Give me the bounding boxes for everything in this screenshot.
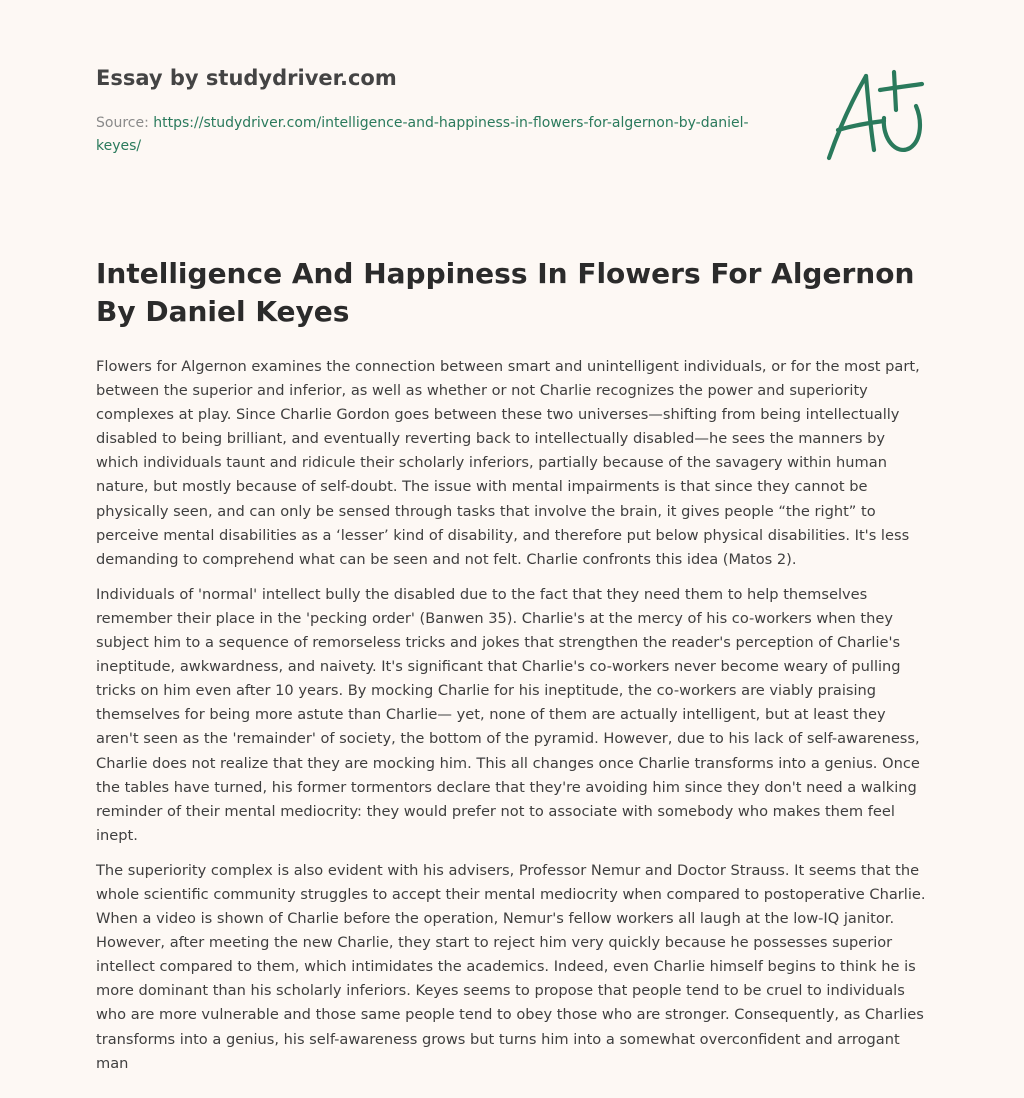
essay-paragraph: Flowers for Algernon examines the connection between smart and unintelligent individuals, or for the most part, between the superior and inferior, as well as whether or not Charlie recognizes the power and superiority complexes at play. Since Charlie Gordon goes between these two universes—shifting from being intellectually disabled to being brilliant, and eventually reverting back to intellectually disabled—he sees the manners by which individuals taunt and ridicule their scholarly inferiors, partially because of the savagery within human nature, but mostly because of self-doubt. The issue with mental impairments is that since they cannot be physically seen, and can only be sensed through tasks that involve the brain, it gives people “the right” to perceive mental disabilities as a ‘lesser’ kind of disability, and therefore put below physical disabilities. It's less demanding to comprehend what can be seen and not felt. Charlie confronts this idea (Matos 2). bbox=[96, 358, 920, 568]
source-label: Source: bbox=[96, 115, 154, 131]
site-header bbox=[96, 64, 776, 158]
source-line bbox=[96, 112, 776, 158]
essay-body bbox=[96, 355, 932, 1087]
essay-paragraph: The superiority complex is also evident with his advisers, Professor Nemur and Doctor Strauss. It seems that the whole scientific community struggles to accept their mental mediocrity when compared to postoperative Charlie. When a video is shown of Charlie before the operation, Nemur's fellow workers all laugh at the low-IQ janitor. However, after meeting the new Charlie, they start to reject him very quickly because he possesses superior intellect compared to them, which intimidates the academics. Indeed, even Charlie himself begins to think he is more dominant than his scholarly inferiors. Keyes seems to propose that people tend to be cruel to individuals who are more vulnerable and those same people tend to obey those who are stronger. Consequently, as Charlies transforms into a genius, his self-awareness grows but turns him into a somewhat overconfident and arrogant man bbox=[96, 861, 926, 1072]
essay-title: Intelligence And Happiness In Flowers For Algernon By Daniel Keyes bbox=[96, 257, 915, 328]
a-plus-logo-icon bbox=[822, 66, 928, 164]
brand-title: Essay by studydriver.com bbox=[96, 66, 397, 90]
source-link[interactable]: https://studydriver.com/intelligence-and-happiness-in-flowers-for-algernon-by-daniel-keyes/ bbox=[96, 115, 749, 154]
essay-paragraph: Individuals of 'normal' intellect bully the disabled due to the fact that they need them to help themselves remember their place in the 'pecking order' (Banwen 35). Charlie's at the mercy of his co-workers when they subject him to a sequence of remorseless tricks and jokes that strengthen the reader's perception of Charlie's ineptitude, awkwardness, and naivety. It's significant that Charlie's co-workers never become weary of pulling tricks on him even after 10 years. By mocking Charlie for his ineptitude, the co-workers are viably praising themselves for being more astute than Charlie— yet, none of them are actually intelligent, but at least they aren't seen as the 'remainder' of society, the bottom of the pyramid. However, due to his lack of self-awareness, Charlie does not realize that they are mocking him. This all changes once Charlie transforms into a genius. Once the tables have turned, his former tormentors declare that they're avoiding him since they don't need a walking reminder of their mental mediocrity: they would prefer not to associate with somebody who makes them feel inept. bbox=[96, 585, 920, 844]
